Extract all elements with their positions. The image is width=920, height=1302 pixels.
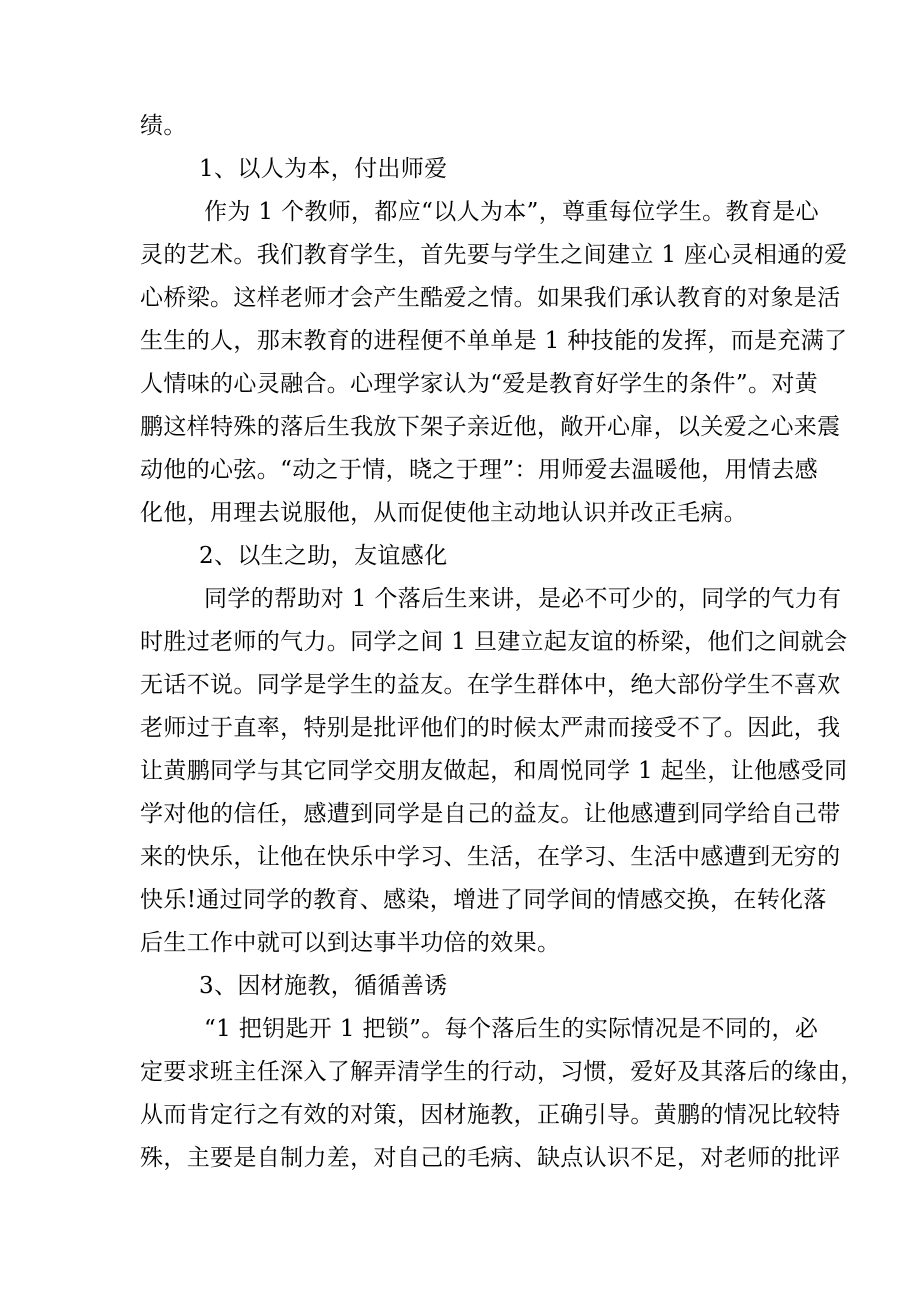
text-line: 后生工作中就可以到达事半功倍的效果。 (140, 930, 561, 956)
section-heading: 3、因材施教，循循善诱 (199, 973, 448, 999)
text-line: 快乐!通过同学的教育、感染，增进了同学间的情感交换，在转化落 (140, 887, 827, 913)
text-line: 绩。 (140, 113, 187, 139)
text-line: 生生的人，那末教育的进程便不单单是 1 种技能的发挥，而是充满了 (140, 328, 848, 354)
text-line: 老师过于直率，特别是批评他们的时候太严肃而接受不了。因此，我 (140, 715, 841, 741)
section-heading: 2、以生之助，友谊感化 (199, 543, 448, 569)
text-line: 心桥梁。这样老师才会产生酷爱之情。如果我们承认教育的对象是活 (140, 285, 841, 311)
text-line: 定要求班主任深入了解弄清学生的行动，习惯，爱好及其落后的缘由， (140, 1059, 864, 1085)
text-line: “1 把钥匙开 1 把锁”。每个落后生的实际情况是不同的，必 (204, 1016, 819, 1042)
text-line: 让黄鹏同学与其它同学交朋友做起，和周悦同学 1 起坐，让他感受同 (140, 758, 848, 784)
text-line: 人情味的心灵融合。心理学家认为“爱是教育好学生的条件”。对黄 (140, 371, 819, 397)
text-line: 殊，主要是自制力差，对自己的毛病、缺点认识不足，对老师的批评 (140, 1145, 841, 1171)
text-line: 灵的艺术。我们教育学生，首先要与学生之间建立 1 座心灵相通的爱 (140, 242, 848, 268)
text-line: 时胜过老师的气力。同学之间 1 旦建立起友谊的桥梁，他们之间就会 (140, 629, 848, 655)
text-line: 无话不说。同学是学生的益友。在学生群体中，绝大部份学生不喜欢 (140, 672, 841, 698)
text-line: 从而肯定行之有效的对策，因材施教，正确引导。黄鹏的情况比较特 (140, 1102, 841, 1128)
text-line: 化他，用理去说服他，从而促使他主动地认识并改正毛病。 (140, 500, 748, 526)
text-line: 学对他的信任，感遭到同学是自己的益友。让他感遭到同学给自己带 (140, 801, 841, 827)
text-line: 同学的帮助对 1 个落后生来讲，是必不可少的，同学的气力有 (204, 586, 842, 612)
text-line: 来的快乐，让他在快乐中学习、生活，在学习、生活中感遭到无穷的 (140, 844, 841, 870)
section-heading: 1、以人为本，付出师爱 (199, 156, 448, 182)
text-line: 作为 1 个教师，都应“以人为本”，尊重每位学生。教育是心 (204, 199, 819, 225)
text-line: 动他的心弦。“动之于情，晓之于理”：用师爱去温暖他，用情去感 (140, 457, 819, 483)
text-line: 鹏这样特殊的落后生我放下架子亲近他，敞开心扉，以关爱之心来震 (140, 414, 841, 440)
